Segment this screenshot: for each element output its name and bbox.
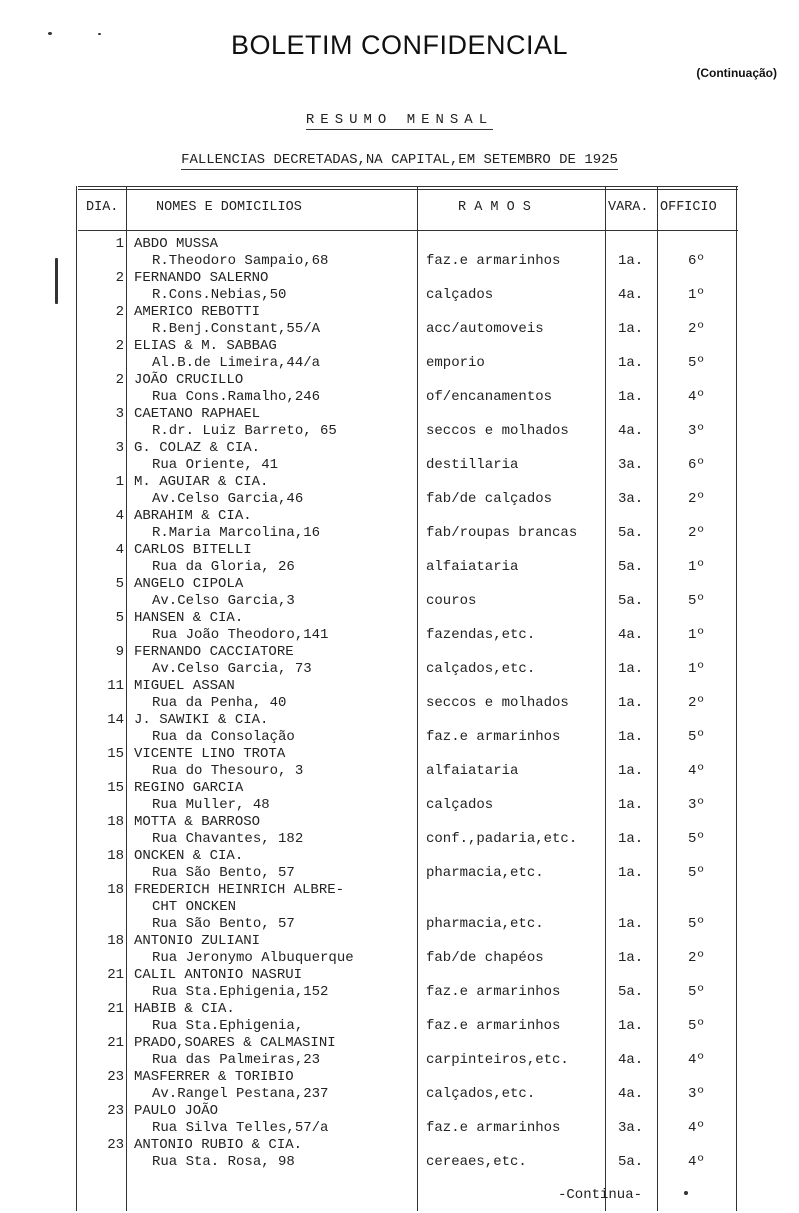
- continuation-note: (Continuação): [696, 66, 777, 80]
- table-header-rule: [78, 230, 738, 231]
- header-officio: OFFICIO: [660, 200, 717, 215]
- row-name: CARLOS BITELLI: [134, 542, 252, 558]
- row-day: 23: [107, 1103, 124, 1119]
- row-day: 23: [107, 1137, 124, 1153]
- row-address: Rua São Bento, 57: [152, 916, 295, 932]
- row-name: ABDO MUSSA: [134, 236, 219, 252]
- row-name: ABRAHIM & CIA.: [134, 508, 252, 524]
- row-address: Rua Chavantes, 182: [152, 831, 304, 847]
- row-vara: 1a.: [618, 729, 644, 745]
- row-address: Rua Sta.Ephigenia,152: [152, 984, 329, 1000]
- header-vara: VARA.: [608, 200, 649, 215]
- row-officio: 5º: [688, 593, 705, 609]
- row-day: 21: [107, 1001, 124, 1017]
- row-name: PAULO JOÃO: [134, 1103, 219, 1119]
- row-address: Av.Celso Garcia,3: [152, 593, 295, 609]
- row-vara: 4a.: [618, 1052, 644, 1068]
- row-ramo: fab/de calçados: [426, 491, 553, 507]
- row-vara: 4a.: [618, 627, 644, 643]
- table-row: [78, 474, 738, 508]
- row-day: 23: [107, 1069, 124, 1085]
- row-name: MASFERRER & TORIBIO: [134, 1069, 294, 1085]
- row-officio: 3º: [688, 1086, 705, 1102]
- row-name: ELIAS & M. SABBAG: [134, 338, 277, 354]
- row-ramo: conf.,padaria,etc.: [426, 831, 578, 847]
- row-vara: 5a.: [618, 593, 644, 609]
- row-day: 5: [115, 610, 124, 626]
- row-officio: 3º: [688, 423, 705, 439]
- table-row: [78, 1069, 738, 1103]
- row-vara: 1a.: [618, 797, 644, 813]
- row-ramo: faz.e armarinhos: [426, 1120, 561, 1136]
- table-row: [78, 780, 738, 814]
- row-day: 2: [115, 372, 124, 388]
- row-name: G. COLAZ & CIA.: [134, 440, 261, 456]
- row-ramo: calçados: [426, 287, 494, 303]
- row-officio: 4º: [688, 389, 705, 405]
- row-address: Rua da Gloria, 26: [152, 559, 295, 575]
- row-vara: 4a.: [618, 1086, 644, 1102]
- row-officio: 2º: [688, 491, 705, 507]
- table-row: [78, 933, 738, 967]
- row-address: Rua Sta. Rosa, 98: [152, 1154, 295, 1170]
- row-ramo: calçados,etc.: [426, 661, 536, 677]
- row-officio: 1º: [688, 287, 705, 303]
- section-heading: [0, 112, 799, 128]
- table-row: [78, 1103, 738, 1137]
- row-name: ANTONIO ZULIANI: [134, 933, 261, 949]
- row-officio: 6º: [688, 253, 705, 269]
- row-day: 3: [115, 440, 124, 456]
- row-vara: 5a.: [618, 984, 644, 1000]
- row-ramo: calçados: [426, 797, 494, 813]
- table-row: [78, 542, 738, 576]
- row-address: Av.Rangel Pestana,237: [152, 1086, 329, 1102]
- row-ramo: faz.e armarinhos: [426, 1018, 561, 1034]
- row-day: 9: [115, 644, 124, 660]
- ink-speck: [684, 1191, 688, 1195]
- ink-speck: [98, 33, 101, 35]
- row-day: 21: [107, 967, 124, 983]
- row-day: 4: [115, 508, 124, 524]
- table-row: [78, 644, 738, 678]
- row-vara: 1a.: [618, 831, 644, 847]
- table-row: [78, 678, 738, 712]
- continua-note: -Continua-: [558, 1187, 643, 1203]
- table-top-rule: [78, 186, 738, 187]
- table-top-rule-double: [78, 189, 738, 190]
- row-name: ANGELO CIPOLA: [134, 576, 244, 592]
- row-vara: 3a.: [618, 1120, 644, 1136]
- row-day: 2: [115, 304, 124, 320]
- row-name: PRADO,SOARES & CALMASINI: [134, 1035, 336, 1051]
- row-day: 2: [115, 338, 124, 354]
- row-officio: 3º: [688, 797, 705, 813]
- row-ramo: faz.e armarinhos: [426, 253, 561, 269]
- row-vara: 1a.: [618, 1018, 644, 1034]
- section-heading-text: RESUMO MENSAL: [305, 112, 494, 128]
- row-day: 18: [107, 882, 124, 898]
- row-officio: 5º: [688, 831, 705, 847]
- row-day: 2: [115, 270, 124, 286]
- row-officio: 4º: [688, 1154, 705, 1170]
- table-row: [78, 508, 738, 542]
- row-address: Rua da Consolação: [152, 729, 295, 745]
- section-subheading: [0, 152, 799, 168]
- table-row: [78, 270, 738, 304]
- row-address: Rua João Theodoro,141: [152, 627, 329, 643]
- row-ramo: pharmacia,etc.: [426, 916, 544, 932]
- row-ramo: couros: [426, 593, 477, 609]
- row-officio: 2º: [688, 321, 705, 337]
- row-vara: 5a.: [618, 525, 644, 541]
- row-day: 18: [107, 814, 124, 830]
- table-row: [78, 1035, 738, 1069]
- table-row: [78, 440, 738, 474]
- row-vara: 5a.: [618, 1154, 644, 1170]
- row-address: Av.Celso Garcia,46: [152, 491, 304, 507]
- row-name: FERNANDO SALERNO: [134, 270, 269, 286]
- row-name: FREDERICH HEINRICH ALBRE-: [134, 882, 345, 898]
- table-row: [78, 1137, 738, 1171]
- row-officio: 2º: [688, 525, 705, 541]
- row-name: REGINO GARCIA: [134, 780, 244, 796]
- table-row: [78, 746, 738, 780]
- row-name: CAETANO RAPHAEL: [134, 406, 261, 422]
- row-officio: 1º: [688, 661, 705, 677]
- row-officio: 2º: [688, 950, 705, 966]
- table-row: [78, 848, 738, 882]
- row-vara: 1a.: [618, 253, 644, 269]
- row-vara: 1a.: [618, 950, 644, 966]
- row-vara: 1a.: [618, 321, 644, 337]
- row-day: 18: [107, 933, 124, 949]
- row-vara: 5a.: [618, 559, 644, 575]
- row-ramo: emporio: [426, 355, 485, 371]
- row-address: Rua Silva Telles,57/a: [152, 1120, 329, 1136]
- header-ramos: R A M O S: [458, 200, 531, 215]
- row-address: Rua do Thesouro, 3: [152, 763, 304, 779]
- row-name: HANSEN & CIA.: [134, 610, 244, 626]
- table-row: [78, 236, 738, 270]
- row-vara: 1a.: [618, 695, 644, 711]
- table-row: [78, 610, 738, 644]
- row-vara: 1a.: [618, 916, 644, 932]
- row-address: Av.Celso Garcia, 73: [152, 661, 312, 677]
- row-vara: 3a.: [618, 457, 644, 473]
- row-address: R.Theodoro Sampaio,68: [152, 253, 329, 269]
- ink-mark: [55, 258, 58, 304]
- row-day: 18: [107, 848, 124, 864]
- ink-speck: [48, 32, 52, 35]
- row-ramo: seccos e molhados: [426, 423, 569, 439]
- row-officio: 5º: [688, 355, 705, 371]
- row-day: 1: [115, 474, 124, 490]
- table-row: [78, 882, 738, 933]
- row-ramo: destillaria: [426, 457, 519, 473]
- row-ramo: pharmacia,etc.: [426, 865, 544, 881]
- row-address: R.Maria Marcolina,16: [152, 525, 321, 541]
- row-officio: 1º: [688, 627, 705, 643]
- row-address: Rua São Bento, 57: [152, 865, 295, 881]
- row-vara: 1a.: [618, 661, 644, 677]
- row-name: MOTTA & BARROSO: [134, 814, 261, 830]
- row-address: Rua Jeronymo Albuquerque: [152, 950, 354, 966]
- row-address: R.Cons.Nebias,50: [152, 287, 287, 303]
- row-day: 11: [107, 678, 124, 694]
- row-officio: 5º: [688, 865, 705, 881]
- row-name: AMERICO REBOTTI: [134, 304, 261, 320]
- row-name-continued: CHT ONCKEN: [152, 899, 237, 915]
- document-title: BOLETIM CONFIDENCIAL: [230, 30, 569, 60]
- row-name: CALIL ANTONIO NASRUI: [134, 967, 303, 983]
- row-day: 1: [115, 236, 124, 252]
- row-ramo: fazendas,etc.: [426, 627, 536, 643]
- row-ramo: calçados,etc.: [426, 1086, 536, 1102]
- row-day: 3: [115, 406, 124, 422]
- row-address: Rua Muller, 48: [152, 797, 270, 813]
- table-row: [78, 967, 738, 1001]
- row-ramo: fab/de chapéos: [426, 950, 544, 966]
- row-name: VICENTE LINO TROTA: [134, 746, 286, 762]
- row-address: Rua Oriente, 41: [152, 457, 279, 473]
- row-officio: 1º: [688, 559, 705, 575]
- row-address: R.Benj.Constant,55/A: [152, 321, 321, 337]
- row-day: 15: [107, 780, 124, 796]
- row-ramo: of/encanamentos: [426, 389, 553, 405]
- row-day: 21: [107, 1035, 124, 1051]
- section-subheading-text: FALLENCIAS DECRETADAS,NA CAPITAL,EM SETEMBRO DE 1925: [181, 152, 618, 168]
- row-name: M. AGUIAR & CIA.: [134, 474, 269, 490]
- row-ramo: carpinteiros,etc.: [426, 1052, 569, 1068]
- row-officio: 2º: [688, 695, 705, 711]
- row-address: Rua Cons.Ramalho,246: [152, 389, 321, 405]
- row-name: ANTONIO RUBIO & CIA.: [134, 1137, 303, 1153]
- row-ramo: cereaes,etc.: [426, 1154, 527, 1170]
- row-name: HABIB & CIA.: [134, 1001, 235, 1017]
- row-day: 14: [107, 712, 124, 728]
- header-dia: DIA.: [86, 200, 119, 215]
- row-name: J. SAWIKI & CIA.: [134, 712, 269, 728]
- row-day: 15: [107, 746, 124, 762]
- row-ramo: fab/roupas brancas: [426, 525, 578, 541]
- row-ramo: alfaiataria: [426, 763, 519, 779]
- row-vara: 1a.: [618, 355, 644, 371]
- row-name: FERNANDO CACCIATORE: [134, 644, 294, 660]
- row-officio: 4º: [688, 763, 705, 779]
- row-officio: 5º: [688, 984, 705, 1000]
- row-ramo: alfaiataria: [426, 559, 519, 575]
- table-row: [78, 304, 738, 338]
- row-vara: 4a.: [618, 423, 644, 439]
- row-address: Rua Sta.Ephigenia,: [152, 1018, 304, 1034]
- table-row: [78, 372, 738, 406]
- row-vara: 1a.: [618, 865, 644, 881]
- table-row: [78, 1001, 738, 1035]
- row-ramo: faz.e armarinhos: [426, 984, 561, 1000]
- table-row: [78, 814, 738, 848]
- table-row: [78, 338, 738, 372]
- row-vara: 1a.: [618, 763, 644, 779]
- row-address: Rua da Penha, 40: [152, 695, 287, 711]
- row-name: ONCKEN & CIA.: [134, 848, 244, 864]
- row-ramo: faz.e armarinhos: [426, 729, 561, 745]
- row-address: R.dr. Luiz Barreto, 65: [152, 423, 337, 439]
- row-vara: 3a.: [618, 491, 644, 507]
- row-name: JOÃO CRUCILLO: [134, 372, 244, 388]
- table-row: [78, 406, 738, 440]
- row-officio: 4º: [688, 1052, 705, 1068]
- table-row: [78, 576, 738, 610]
- header-nomes: NOMES E DOMICILIOS: [156, 200, 302, 215]
- row-officio: 5º: [688, 729, 705, 745]
- row-day: 4: [115, 542, 124, 558]
- row-officio: 5º: [688, 1018, 705, 1034]
- row-address: Al.B.de Limeira,44/a: [152, 355, 321, 371]
- row-officio: 4º: [688, 1120, 705, 1136]
- row-address: Rua das Palmeiras,23: [152, 1052, 321, 1068]
- table-left-rule: [76, 186, 77, 1211]
- bankruptcy-table: [78, 186, 738, 1211]
- table-body: [78, 236, 738, 1171]
- row-ramo: seccos e molhados: [426, 695, 569, 711]
- row-vara: 4a.: [618, 287, 644, 303]
- row-officio: 6º: [688, 457, 705, 473]
- row-officio: 5º: [688, 916, 705, 932]
- row-name: MIGUEL ASSAN: [134, 678, 235, 694]
- table-row: [78, 712, 738, 746]
- row-day: 5: [115, 576, 124, 592]
- row-ramo: acc/automoveis: [426, 321, 544, 337]
- row-vara: 1a.: [618, 389, 644, 405]
